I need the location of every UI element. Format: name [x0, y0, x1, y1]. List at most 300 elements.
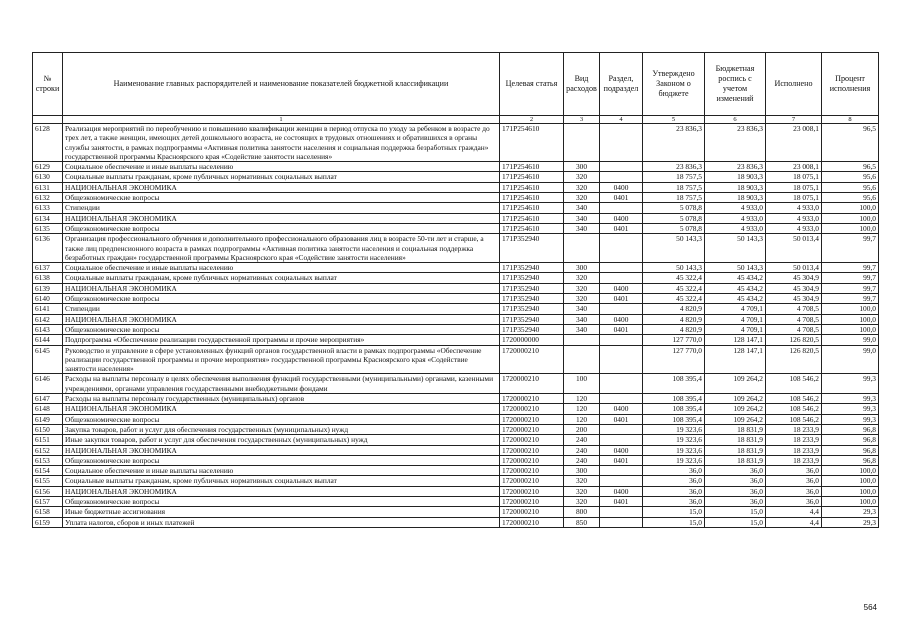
row-executed: 4 708,5	[766, 324, 822, 334]
row-budget: 109 264,2	[705, 394, 766, 404]
row-executed: 4 933,0	[766, 213, 822, 223]
row-expense-type: 240	[564, 455, 600, 465]
row-target-article: 171Р352940	[500, 234, 564, 263]
row-approved: 18 757,5	[643, 182, 705, 192]
row-executed: 108 546,2	[766, 394, 822, 404]
row-percent: 100,0	[822, 314, 879, 324]
row-budget: 4 709,1	[705, 314, 766, 324]
row-percent: 99,7	[822, 273, 879, 283]
row-target-article: 171Р254610	[500, 182, 564, 192]
row-section	[600, 394, 643, 404]
row-number: 6150	[33, 424, 63, 434]
row-expense-type: 240	[564, 435, 600, 445]
table-row	[33, 304, 879, 314]
col-header-num: № строки	[33, 53, 63, 116]
row-expense-type: 320	[564, 294, 600, 304]
row-expense-type: 340	[564, 314, 600, 324]
row-approved: 23 836,3	[643, 162, 705, 172]
row-name: НАЦИОНАЛЬНАЯ ЭКОНОМИКА	[63, 445, 500, 455]
row-expense-type: 340	[564, 223, 600, 233]
row-expense-type: 120	[564, 394, 600, 404]
col-header-section: Раздел, подраздел	[600, 53, 643, 116]
row-percent: 100,0	[822, 466, 879, 476]
row-expense-type: 240	[564, 445, 600, 455]
table-row	[33, 455, 879, 465]
row-budget: 128 147,1	[705, 335, 766, 345]
table-row	[33, 203, 879, 213]
row-target-article: 171Р352940	[500, 283, 564, 293]
row-percent: 29,3	[822, 517, 879, 527]
row-executed: 4,4	[766, 517, 822, 527]
row-expense-type: 800	[564, 507, 600, 517]
row-expense-type: 320	[564, 496, 600, 506]
row-name: Стипендии	[63, 304, 500, 314]
row-name: НАЦИОНАЛЬНАЯ ЭКОНОМИКА	[63, 283, 500, 293]
row-section	[600, 335, 643, 345]
table-row	[33, 283, 879, 293]
row-budget: 109 264,2	[705, 374, 766, 394]
row-expense-type: 120	[564, 414, 600, 424]
row-target-article: 1720000210	[500, 414, 564, 424]
row-number: 6136	[33, 234, 63, 263]
row-executed: 23 008,1	[766, 162, 822, 172]
row-executed: 4,4	[766, 507, 822, 517]
row-target-article: 1720000210	[500, 486, 564, 496]
row-budget: 15,0	[705, 517, 766, 527]
row-name: Подпрограмма «Обеспечение реализации государственной программы и прочие мероприятия»	[63, 335, 500, 345]
row-percent: 96,8	[822, 424, 879, 434]
table-row	[33, 394, 879, 404]
table-row	[33, 486, 879, 496]
row-expense-type	[564, 335, 600, 345]
row-number: 6138	[33, 273, 63, 283]
row-approved: 36,0	[643, 486, 705, 496]
row-section: 0401	[600, 414, 643, 424]
row-executed: 18 075,1	[766, 182, 822, 192]
row-executed: 4 708,5	[766, 314, 822, 324]
row-name: Реализация мероприятий по переобучению и повышению квалификации женщин в период отпуска по уходу за ребенком в возрасте до трех лет, а также женщин, имеющих детей дошкольного возраста, не состоящих в трудовых отношениях и обратившихся в органы службы занятости, в рамках подпрограммы «Активная политика занятости населения и социальная поддержка безработных граждан» государственной программы Красноярского края «Содействие занятости населения»	[63, 124, 500, 162]
table-row	[33, 273, 879, 283]
table-body	[33, 124, 879, 528]
row-percent: 95,6	[822, 193, 879, 203]
row-budget: 109 264,2	[705, 414, 766, 424]
row-percent: 99,0	[822, 345, 879, 374]
row-percent: 100,0	[822, 213, 879, 223]
row-target-article: 171Р254610	[500, 213, 564, 223]
row-name: НАЦИОНАЛЬНАЯ ЭКОНОМИКА	[63, 486, 500, 496]
row-section	[600, 234, 643, 263]
column-number: 4	[600, 116, 643, 124]
row-number: 6155	[33, 476, 63, 486]
row-target-article: 171Р254610	[500, 203, 564, 213]
row-name: Социальные выплаты гражданам, кроме публичных нормативных социальных выплат	[63, 476, 500, 486]
row-approved: 45 322,4	[643, 283, 705, 293]
row-section	[600, 172, 643, 182]
row-percent: 29,3	[822, 507, 879, 517]
row-target-article: 1720000210	[500, 424, 564, 434]
row-name: НАЦИОНАЛЬНАЯ ЭКОНОМИКА	[63, 314, 500, 324]
col-header-name: Наименование главных распорядителей и наименование показателей бюджетной классификации	[63, 53, 500, 116]
row-percent: 99,7	[822, 283, 879, 293]
row-expense-type: 320	[564, 273, 600, 283]
row-name: Уплата налогов, сборов и иных платежей	[63, 517, 500, 527]
row-expense-type	[564, 124, 600, 162]
row-section: 0400	[600, 283, 643, 293]
row-budget: 18 903,3	[705, 182, 766, 192]
table-row	[33, 424, 879, 434]
row-budget: 50 143,3	[705, 263, 766, 273]
table-row	[33, 124, 879, 162]
row-percent: 96,8	[822, 445, 879, 455]
row-approved: 5 078,8	[643, 203, 705, 213]
column-number: 7	[766, 116, 822, 124]
row-executed: 36,0	[766, 476, 822, 486]
row-expense-type: 320	[564, 182, 600, 192]
table-row	[33, 476, 879, 486]
row-number: 6133	[33, 203, 63, 213]
row-budget: 18 903,3	[705, 193, 766, 203]
row-number: 6153	[33, 455, 63, 465]
row-number: 6146	[33, 374, 63, 394]
row-section	[600, 304, 643, 314]
row-executed: 4 933,0	[766, 203, 822, 213]
row-budget: 4 933,0	[705, 203, 766, 213]
row-executed: 108 546,2	[766, 374, 822, 394]
row-number: 6132	[33, 193, 63, 203]
col-header-article: Целевая статья	[500, 53, 564, 116]
row-approved: 45 322,4	[643, 273, 705, 283]
col-header-approved: Утверждено Законом о бюджете	[643, 53, 705, 116]
row-percent: 99,3	[822, 374, 879, 394]
table-row	[33, 182, 879, 192]
row-target-article: 1720000210	[500, 374, 564, 394]
row-approved: 4 820,9	[643, 304, 705, 314]
row-budget: 15,0	[705, 507, 766, 517]
row-approved: 127 770,0	[643, 345, 705, 374]
row-executed: 36,0	[766, 496, 822, 506]
row-name: Общеэкономические вопросы	[63, 294, 500, 304]
row-section: 0400	[600, 182, 643, 192]
row-approved: 45 322,4	[643, 294, 705, 304]
row-percent: 100,0	[822, 304, 879, 314]
row-name: Общеэкономические вопросы	[63, 496, 500, 506]
row-executed: 4 708,5	[766, 304, 822, 314]
row-number: 6158	[33, 507, 63, 517]
row-budget: 45 434,2	[705, 273, 766, 283]
row-expense-type: 100	[564, 374, 600, 394]
row-expense-type: 320	[564, 486, 600, 496]
row-number: 6159	[33, 517, 63, 527]
row-name: Расходы на выплаты персоналу в целях обеспечения выполнения функций государственными (муниципальными) органами, казенными учреждениями, органами управления государственными внебюджетными фондами	[63, 374, 500, 394]
row-percent: 99,3	[822, 414, 879, 424]
row-target-article: 171Р254610	[500, 193, 564, 203]
row-percent: 100,0	[822, 203, 879, 213]
row-target-article: 1720000210	[500, 394, 564, 404]
row-section	[600, 374, 643, 394]
row-number: 6152	[33, 445, 63, 455]
page-number: 564	[863, 603, 877, 612]
table-row	[33, 466, 879, 476]
row-number: 6157	[33, 496, 63, 506]
row-name: Социальное обеспечение и иные выплаты населению	[63, 466, 500, 476]
row-budget: 45 434,2	[705, 294, 766, 304]
row-expense-type	[564, 345, 600, 374]
row-budget: 4 709,1	[705, 324, 766, 334]
row-percent: 96,5	[822, 124, 879, 162]
table-row	[33, 435, 879, 445]
row-number: 6130	[33, 172, 63, 182]
row-percent: 96,8	[822, 455, 879, 465]
row-approved: 4 820,9	[643, 314, 705, 324]
col-header-pct: Процент исполнения	[822, 53, 879, 116]
row-executed: 45 304,9	[766, 283, 822, 293]
row-percent: 99,3	[822, 404, 879, 414]
row-executed: 18 233,9	[766, 445, 822, 455]
row-number: 6137	[33, 263, 63, 273]
row-approved: 19 323,6	[643, 455, 705, 465]
row-section	[600, 263, 643, 273]
row-percent: 100,0	[822, 324, 879, 334]
col-header-done: Исполнено	[766, 53, 822, 116]
row-budget: 45 434,2	[705, 283, 766, 293]
row-approved: 108 395,4	[643, 374, 705, 394]
row-name: Расходы на выплаты персоналу государственных (муниципальных) органов	[63, 394, 500, 404]
row-executed: 45 304,9	[766, 294, 822, 304]
row-approved: 36,0	[643, 466, 705, 476]
row-percent: 99,7	[822, 294, 879, 304]
row-name: НАЦИОНАЛЬНАЯ ЭКОНОМИКА	[63, 213, 500, 223]
row-executed: 18 233,9	[766, 435, 822, 445]
row-executed: 18 075,1	[766, 193, 822, 203]
row-percent: 96,8	[822, 435, 879, 445]
row-name: Закупка товаров, работ и услуг для обеспечения государственных (муниципальных) нужд	[63, 424, 500, 434]
row-percent: 99,7	[822, 234, 879, 263]
row-approved: 108 395,4	[643, 404, 705, 414]
column-number: 6	[705, 116, 766, 124]
row-section	[600, 203, 643, 213]
row-expense-type: 120	[564, 404, 600, 414]
row-expense-type: 320	[564, 283, 600, 293]
table-row	[33, 294, 879, 304]
table-row	[33, 234, 879, 263]
row-number: 6135	[33, 223, 63, 233]
row-number: 6154	[33, 466, 63, 476]
row-number: 6147	[33, 394, 63, 404]
row-expense-type: 300	[564, 162, 600, 172]
row-number: 6131	[33, 182, 63, 192]
row-executed: 50 013,4	[766, 234, 822, 263]
row-budget: 50 143,3	[705, 234, 766, 263]
table-row	[33, 223, 879, 233]
row-percent: 99,7	[822, 263, 879, 273]
row-name: Социальные выплаты гражданам, кроме публичных нормативных социальных выплат	[63, 172, 500, 182]
row-number: 6149	[33, 414, 63, 424]
table-row	[33, 324, 879, 334]
row-section	[600, 162, 643, 172]
row-percent: 96,5	[822, 162, 879, 172]
row-approved: 108 395,4	[643, 414, 705, 424]
row-section	[600, 517, 643, 527]
row-number: 6139	[33, 283, 63, 293]
row-name: Иные бюджетные ассигнования	[63, 507, 500, 517]
row-percent: 95,6	[822, 172, 879, 182]
row-section: 0401	[600, 294, 643, 304]
row-expense-type: 300	[564, 466, 600, 476]
row-name: Социальное обеспечение и иные выплаты населению	[63, 162, 500, 172]
row-expense-type: 340	[564, 324, 600, 334]
row-executed: 108 546,2	[766, 414, 822, 424]
table-row	[33, 374, 879, 394]
row-expense-type: 200	[564, 424, 600, 434]
row-target-article: 171Р352940	[500, 314, 564, 324]
row-expense-type: 320	[564, 476, 600, 486]
row-section	[600, 124, 643, 162]
row-approved: 15,0	[643, 517, 705, 527]
row-target-article: 171Р254610	[500, 223, 564, 233]
row-name: Организация профессионального обучения и дополнительного профессионального образования лиц в возрасте 50-ти лет и старше, а также лиц предпенсионного возраста в рамках подпрограммы «Активная политика занятости населения и социальная поддержка безработных граждан» государственной программы Красноярского края «Содействие занятости населения»	[63, 234, 500, 263]
table-row	[33, 414, 879, 424]
row-name: Общеэкономические вопросы	[63, 193, 500, 203]
row-percent: 99,0	[822, 335, 879, 345]
row-section	[600, 424, 643, 434]
row-section	[600, 507, 643, 517]
column-number: 2	[500, 116, 564, 124]
row-approved: 19 323,6	[643, 445, 705, 455]
row-number: 6156	[33, 486, 63, 496]
row-percent: 99,3	[822, 394, 879, 404]
row-approved: 23 836,3	[643, 124, 705, 162]
row-target-article: 171Р254610	[500, 124, 564, 162]
row-number: 6151	[33, 435, 63, 445]
row-expense-type	[564, 234, 600, 263]
row-section	[600, 435, 643, 445]
row-section	[600, 345, 643, 374]
row-approved: 50 143,3	[643, 263, 705, 273]
row-budget: 4 709,1	[705, 304, 766, 314]
column-number-row	[33, 116, 879, 124]
row-section	[600, 273, 643, 283]
row-percent: 100,0	[822, 486, 879, 496]
row-approved: 5 078,8	[643, 223, 705, 233]
row-section	[600, 466, 643, 476]
row-approved: 36,0	[643, 476, 705, 486]
row-expense-type: 320	[564, 193, 600, 203]
row-name: Иные закупки товаров, работ и услуг для обеспечения государственных (муниципальных) нужд	[63, 435, 500, 445]
row-target-article: 171Р352940	[500, 273, 564, 283]
row-section: 0400	[600, 213, 643, 223]
row-executed: 18 075,1	[766, 172, 822, 182]
row-name: НАЦИОНАЛЬНАЯ ЭКОНОМИКА	[63, 404, 500, 414]
row-budget: 109 264,2	[705, 404, 766, 414]
col-header-type: Вид расходов	[564, 53, 600, 116]
budget-table	[32, 52, 879, 528]
col-header-budget: Бюджетная роспись с учетом изменений	[705, 53, 766, 116]
row-executed: 36,0	[766, 466, 822, 476]
row-budget: 18 831,9	[705, 445, 766, 455]
column-number: 5	[643, 116, 705, 124]
row-executed: 18 233,9	[766, 455, 822, 465]
row-target-article: 171Р352940	[500, 263, 564, 273]
row-number: 6148	[33, 404, 63, 414]
header-row	[33, 53, 879, 116]
row-number: 6144	[33, 335, 63, 345]
row-budget: 36,0	[705, 466, 766, 476]
row-budget: 18 831,9	[705, 455, 766, 465]
row-target-article: 1720000210	[500, 445, 564, 455]
table-row	[33, 496, 879, 506]
column-number: 8	[822, 116, 879, 124]
table-row	[33, 263, 879, 273]
row-target-article: 1720000210	[500, 507, 564, 517]
row-name: Социальные выплаты гражданам, кроме публичных нормативных социальных выплат	[63, 273, 500, 283]
table-row	[33, 213, 879, 223]
table-row	[33, 193, 879, 203]
row-approved: 18 757,5	[643, 172, 705, 182]
table-row	[33, 404, 879, 414]
row-approved: 19 323,6	[643, 435, 705, 445]
row-target-article: 1720000000	[500, 335, 564, 345]
row-executed: 126 820,5	[766, 335, 822, 345]
row-name: Общеэкономические вопросы	[63, 223, 500, 233]
row-percent: 100,0	[822, 476, 879, 486]
row-number: 6143	[33, 324, 63, 334]
row-expense-type: 850	[564, 517, 600, 527]
row-number: 6128	[33, 124, 63, 162]
row-name: НАЦИОНАЛЬНАЯ ЭКОНОМИКА	[63, 182, 500, 192]
row-approved: 19 323,6	[643, 424, 705, 434]
row-target-article: 1720000210	[500, 435, 564, 445]
row-expense-type: 340	[564, 203, 600, 213]
row-executed: 108 546,2	[766, 404, 822, 414]
row-section: 0401	[600, 455, 643, 465]
table-row	[33, 507, 879, 517]
row-approved: 127 770,0	[643, 335, 705, 345]
row-executed: 4 933,0	[766, 223, 822, 233]
row-approved: 18 757,5	[643, 193, 705, 203]
row-target-article: 1720000210	[500, 455, 564, 465]
table-row	[33, 445, 879, 455]
row-budget: 18 903,3	[705, 172, 766, 182]
row-budget: 36,0	[705, 486, 766, 496]
row-name: Социальное обеспечение и иные выплаты населению	[63, 263, 500, 273]
row-budget: 18 831,9	[705, 435, 766, 445]
row-executed: 126 820,5	[766, 345, 822, 374]
row-approved: 50 143,3	[643, 234, 705, 263]
row-budget: 23 836,3	[705, 162, 766, 172]
row-target-article: 171Р254610	[500, 172, 564, 182]
row-number: 6140	[33, 294, 63, 304]
row-number: 6129	[33, 162, 63, 172]
row-section: 0401	[600, 324, 643, 334]
table-row	[33, 172, 879, 182]
row-expense-type: 340	[564, 304, 600, 314]
row-executed: 23 008,1	[766, 124, 822, 162]
row-number: 6134	[33, 213, 63, 223]
row-budget: 4 933,0	[705, 223, 766, 233]
row-target-article: 1720000210	[500, 345, 564, 374]
row-percent: 95,6	[822, 182, 879, 192]
row-budget: 36,0	[705, 496, 766, 506]
row-number: 6145	[33, 345, 63, 374]
row-approved: 15,0	[643, 507, 705, 517]
row-expense-type: 320	[564, 172, 600, 182]
row-budget: 23 836,3	[705, 124, 766, 162]
row-target-article: 171Р352940	[500, 304, 564, 314]
row-approved: 4 820,9	[643, 324, 705, 334]
column-number: 3	[564, 116, 600, 124]
row-executed: 18 233,9	[766, 424, 822, 434]
column-number	[33, 116, 63, 124]
